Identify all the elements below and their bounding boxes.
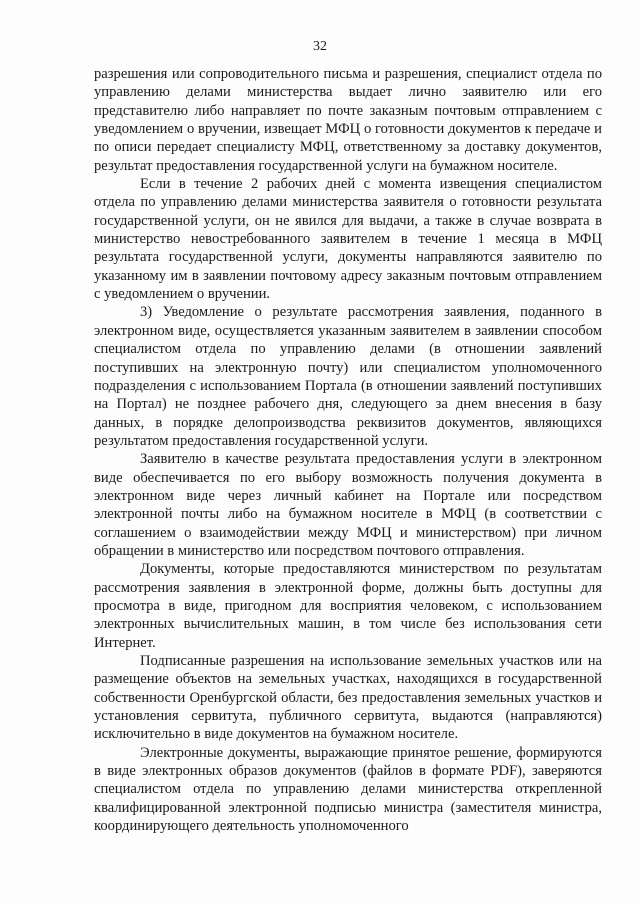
paragraph-readable-documents: Документы, которые предоставляются министерством по результатам рассмотрения заявления в электронной форме, должны быть доступны для просмотра в виде, пригодном для восприятия человеком, с использованием электронных вычислительных машин, в том числе без использования сети Интернет.	[94, 561, 602, 651]
document-body	[94, 65, 602, 835]
paragraph-non-appearance: Если в течение 2 рабочих дней с момента извещения специалистом отдела по управлению делами министерства заявителя о готовности результата государственной услуги, он не явился для выдачи, а также в случае возврата в министерство невостребованного заявителем в течение 1 месяца в МФЦ результата государственной услуги, документы направляются заявителю по указанному им в заявлении почтовому адресу заказным почтовым отправлением с уведомлением о вручении.	[94, 176, 602, 303]
paragraph-electronic-result: Заявителю в качестве результата предоставления услуги в электронном виде обеспечивается по его выбору возможность получения документа в электронном виде через личный кабинет на Портале или посредством электронной почты либо на бумажном носителе в МФЦ (в соответствии с соглашением о взаимодействии между МФЦ и министерством) при личном обращении в министерство или посредством почтового отправления.	[94, 451, 602, 559]
paragraph-delivery-result: разрешения или сопроводительного письма и разрешения, специалист отдела по управлению делами министерства выдает лично заявителю или его представителю либо направляет по почте заказным почтовым отправлением с уведомлением о вручении, извещает МФЦ о готовности документов к передаче и по описи передает специалисту МФЦ, ответственному за доставку документов, результат предоставления государственной услуги на бумажном носителе.	[94, 66, 602, 174]
paragraph-electronic-notification: 3) Уведомление о результате рассмотрения заявления, поданного в электронном виде, осуществляется указанным заявителем в заявлении способом специалистом отдела по управлению делами (в отношении заявлений поступивших на электронную почту) или специалистом уполномоченного подразделения с использованием Портала (в отношении заявлений поступивших на Портал) не позднее рабочего дня, следующего за днем внесения в базу данных, в порядке делопроизводства реквизитов документов, являющихся результатом предоставления государственной услуги.	[94, 304, 602, 449]
paragraph-paper-permits: Подписанные разрешения на использование земельных участков или на размещение объектов на земельных участках, находящихся в государственной собственности Оренбургской области, без предоставления земельных участков и установления сервитута, публичного сервитута, выдаются (направляются) исключительно в виде документов на бумажном носителе.	[94, 653, 602, 743]
paragraph-electronic-documents: Электронные документы, выражающие принятое решение, формируются в виде электронных образов документов (файлов в формате PDF), заверяются специалистом отдела по управлению делами министерства открепленной квалифицированной электронной подписью министра (заместителя министра, координирующего деятельность уполномоченного	[94, 744, 602, 835]
page-number: 32	[313, 39, 327, 54]
